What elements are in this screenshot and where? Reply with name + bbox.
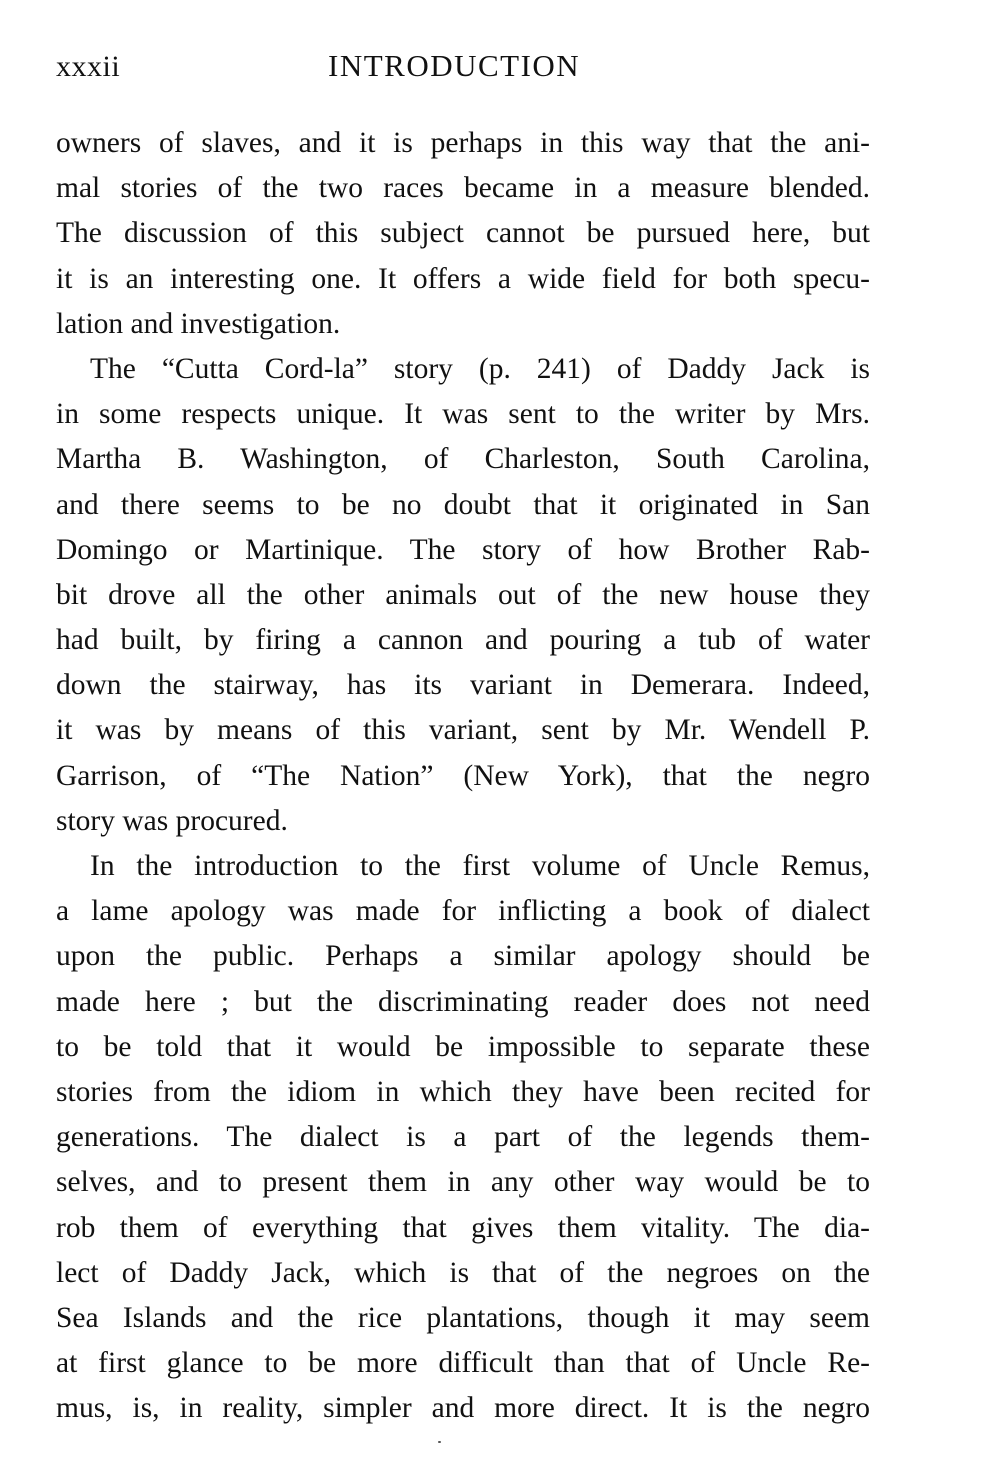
text-line: made here ; but the discriminating reader does not need bbox=[56, 985, 870, 1018]
running-title: INTRODUCTION bbox=[328, 48, 581, 83]
text-line: it was by means of this variant, sent by Mr. Wendell P. bbox=[56, 714, 870, 747]
page-number: xxxii bbox=[56, 50, 121, 83]
text-line: Sea Islands and the rice plantations, though it may seem bbox=[56, 1301, 870, 1334]
text-line: stories from the idiom in which they have been recited for bbox=[56, 1075, 870, 1108]
text-line: it is an interesting one. It offers a wide field for both specu- bbox=[56, 262, 870, 295]
text-line: The “Cutta Cord-la” story (p. 241) of Daddy Jack is bbox=[90, 352, 870, 385]
text-line: The discussion of this subject cannot be pursued here, but bbox=[56, 217, 870, 250]
running-head bbox=[56, 44, 870, 92]
text-line: in some respects unique. It was sent to the writer by Mrs. bbox=[56, 398, 870, 431]
text-line: bit drove all the other animals out of the new house they bbox=[56, 578, 870, 611]
text-line: mal stories of the two races became in a measure blended. bbox=[56, 172, 870, 205]
text-line: Martha B. Washington, of Charleston, South Carolina, bbox=[56, 443, 870, 476]
text-line: generations. The dialect is a part of the legends them- bbox=[56, 1121, 870, 1154]
text-line: In the introduction to the first volume of Uncle Remus, bbox=[90, 850, 870, 882]
text-line: lation and investigation. bbox=[56, 307, 341, 340]
text-line: and there seems to be no doubt that it originated in San bbox=[56, 488, 870, 521]
text-line: mus, is, in reality, simpler and more direct. It is the negro bbox=[56, 1392, 870, 1425]
ink-speck bbox=[438, 1441, 441, 1443]
text-line: story was procured. bbox=[56, 804, 288, 837]
body-text bbox=[56, 121, 870, 1431]
text-line: had built, by firing a cannon and pouring a tub of water bbox=[56, 624, 870, 657]
text-line: upon the public. Perhaps a similar apology should be bbox=[56, 940, 870, 973]
text-line: a lame apology was made for inflicting a book of dialect bbox=[56, 895, 870, 928]
paragraph-2 bbox=[56, 347, 870, 844]
text-line: Garrison, of “The Nation” (New York), that the negro bbox=[56, 759, 870, 792]
text-line: rob them of everything that gives them vitality. The dia- bbox=[56, 1211, 870, 1244]
text-line: lect of Daddy Jack, which is that of the negroes on the bbox=[56, 1256, 870, 1289]
text-line: down the stairway, has its variant in Demerara. Indeed, bbox=[56, 669, 870, 702]
book-page bbox=[56, 0, 870, 1470]
text-line: Domingo or Martinique. The story of how Brother Rab- bbox=[56, 533, 870, 566]
text-line: owners of slaves, and it is perhaps in this way that the ani- bbox=[56, 127, 870, 159]
text-line: to be told that it would be impossible to separate these bbox=[56, 1030, 870, 1063]
paragraph-1 bbox=[56, 121, 870, 347]
text-line: selves, and to present them in any other way would be to bbox=[56, 1166, 870, 1199]
text-line: at first glance to be more difficult than that of Uncle Re- bbox=[56, 1347, 870, 1380]
paragraph-3 bbox=[56, 844, 870, 1431]
